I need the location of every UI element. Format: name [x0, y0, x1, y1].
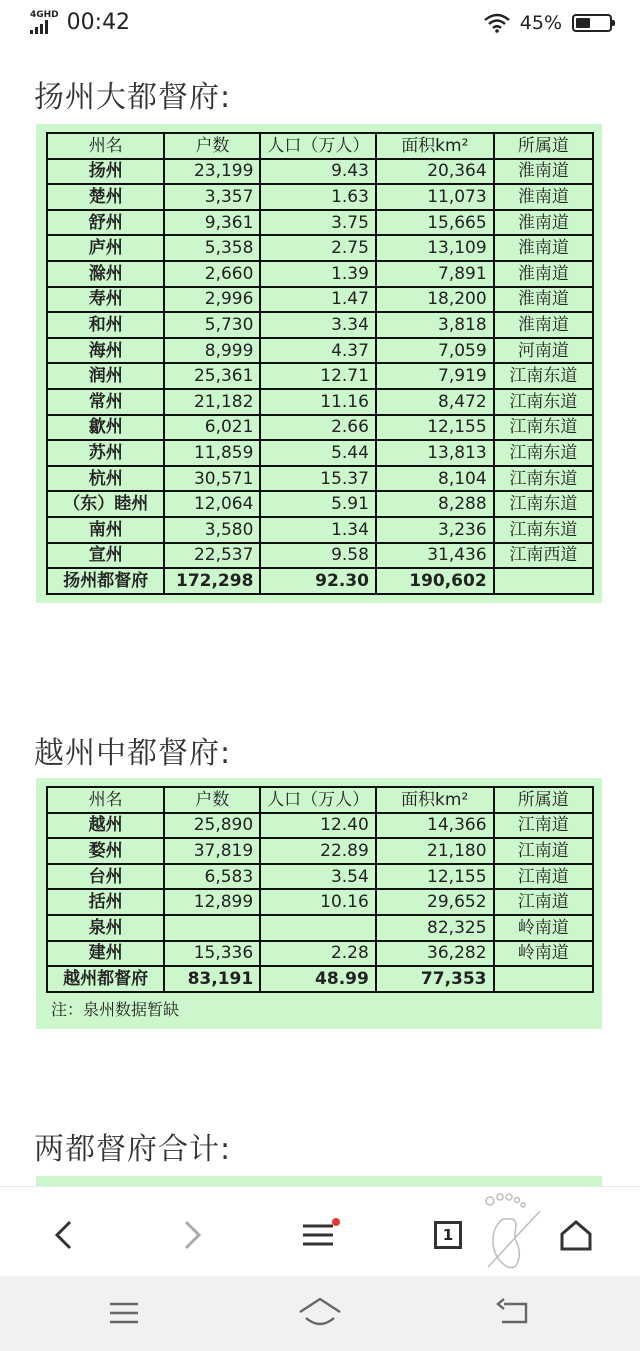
households-cell: 9,361 [164, 210, 260, 236]
column-header: 面积km² [376, 787, 494, 813]
table-row [47, 287, 593, 313]
circuit-cell: 淮南道 [494, 210, 593, 236]
circuit-cell: 岭南道 [494, 915, 593, 941]
circuit-cell: 江南道 [494, 838, 593, 864]
population-cell: 4.37 [260, 338, 376, 364]
population-cell: 11.16 [260, 389, 376, 415]
total-row [47, 966, 593, 992]
prefecture-cell: 扬州 [47, 159, 164, 185]
circuit-cell: 淮南道 [494, 159, 593, 185]
home-system-button[interactable] [296, 1294, 344, 1330]
table-row [47, 235, 593, 261]
table-yangzhou [36, 124, 602, 603]
circuit-cell: 淮南道 [494, 261, 593, 287]
table-row [47, 915, 593, 941]
back-system-button[interactable] [494, 1296, 534, 1330]
table-header-row [47, 787, 593, 813]
table-row [47, 941, 593, 967]
table-row [47, 210, 593, 236]
table-row [47, 813, 593, 839]
table-row [47, 543, 593, 569]
menu-icon [300, 1218, 340, 1252]
column-header: 所属道 [494, 133, 593, 159]
signal-icon [30, 11, 59, 34]
population-cell: 1.39 [260, 261, 376, 287]
area-cell: 29,652 [376, 889, 494, 915]
households-cell: 15,336 [164, 941, 260, 967]
table-row [47, 517, 593, 543]
note-row [47, 992, 593, 1021]
area-cell: 77,353 [376, 966, 494, 992]
households-cell: 5,730 [164, 312, 260, 338]
households-cell: 23,199 [164, 159, 260, 185]
households-cell: 6,021 [164, 415, 260, 441]
households-cell: 8,999 [164, 338, 260, 364]
prefecture-cell: 建州 [47, 941, 164, 967]
battery-percent: 45% [519, 12, 562, 34]
table-row [47, 312, 593, 338]
circuit-cell: 江南西道 [494, 543, 593, 569]
population-cell: 48.99 [260, 966, 376, 992]
households-cell: 11,859 [164, 440, 260, 466]
prefecture-cell: 南州 [47, 517, 164, 543]
total-row [47, 568, 593, 594]
circuit-cell: 岭南道 [494, 941, 593, 967]
area-cell: 7,891 [376, 261, 494, 287]
area-cell: 8,472 [376, 389, 494, 415]
table-row [47, 440, 593, 466]
population-cell: 3.75 [260, 210, 376, 236]
chevron-left-icon [52, 1219, 76, 1251]
households-cell: 25,361 [164, 363, 260, 389]
population-cell: 10.16 [260, 889, 376, 915]
population-cell: 12.40 [260, 813, 376, 839]
households-cell: 12,064 [164, 491, 260, 517]
area-cell: 12,155 [376, 864, 494, 890]
area-cell: 13,109 [376, 235, 494, 261]
prefecture-cell: （东）睦州 [47, 491, 164, 517]
battery-icon [572, 14, 612, 32]
chevron-right-icon [180, 1219, 204, 1251]
households-cell: 3,357 [164, 184, 260, 210]
table-row [47, 261, 593, 287]
section-heading-yuezhou: 越州中都督府: [34, 736, 232, 771]
footprint-watermark-icon [478, 1189, 548, 1273]
recent-apps-button[interactable] [104, 1298, 144, 1328]
circuit-cell: 淮南道 [494, 287, 593, 313]
prefecture-cell: 润州 [47, 363, 164, 389]
households-cell: 22,537 [164, 543, 260, 569]
households-cell: 172,298 [164, 568, 260, 594]
circuit-cell: 江南道 [494, 889, 593, 915]
system-navigation-bar [0, 1276, 640, 1351]
circuit-cell: 淮南道 [494, 184, 593, 210]
households-cell: 37,819 [164, 838, 260, 864]
table-yuezhou [36, 778, 602, 1029]
circuit-cell: 江南道 [494, 813, 593, 839]
table-row [47, 889, 593, 915]
column-header: 人口（万人） [260, 133, 376, 159]
households-cell: 83,191 [164, 966, 260, 992]
population-cell: 22.89 [260, 838, 376, 864]
table-note: 注：泉州数据暂缺 [51, 999, 180, 1019]
population-cell: 12.71 [260, 363, 376, 389]
area-cell: 8,104 [376, 466, 494, 492]
circuit-cell: 江南东道 [494, 440, 593, 466]
prefecture-cell: 舒州 [47, 210, 164, 236]
notification-dot [332, 1218, 340, 1226]
prefecture-cell: 和州 [47, 312, 164, 338]
prefecture-cell: 歙州 [47, 415, 164, 441]
area-cell: 15,665 [376, 210, 494, 236]
column-header: 户数 [164, 133, 260, 159]
table-row [47, 466, 593, 492]
households-cell: 6,583 [164, 864, 260, 890]
area-cell: 20,364 [376, 159, 494, 185]
circuit-cell: 江南东道 [494, 389, 593, 415]
forward-button[interactable] [164, 1207, 220, 1263]
prefecture-cell: 常州 [47, 389, 164, 415]
table-row [47, 838, 593, 864]
prefecture-cell: 寿州 [47, 287, 164, 313]
households-cell: 21,182 [164, 389, 260, 415]
table-row [47, 184, 593, 210]
prefecture-cell: 苏州 [47, 440, 164, 466]
area-cell: 36,282 [376, 941, 494, 967]
population-cell: 9.58 [260, 543, 376, 569]
table-row [47, 415, 593, 441]
table-row [47, 491, 593, 517]
table-header-row [47, 133, 593, 159]
households-cell: 12,899 [164, 889, 260, 915]
prefecture-cell: 括州 [47, 889, 164, 915]
circuit-cell: 江南东道 [494, 466, 593, 492]
population-cell: 3.34 [260, 312, 376, 338]
tabs-count: 1 [442, 1226, 454, 1244]
table-row [47, 363, 593, 389]
table-row [47, 338, 593, 364]
households-cell: 30,571 [164, 466, 260, 492]
table-row [47, 159, 593, 185]
home-icon [559, 1219, 593, 1251]
prefecture-cell: 海州 [47, 338, 164, 364]
back-arrow-icon [494, 1296, 534, 1330]
prefecture-cell: 婺州 [47, 838, 164, 864]
data-table [46, 132, 594, 595]
column-header: 州名 [47, 133, 164, 159]
area-cell: 3,818 [376, 312, 494, 338]
prefecture-cell: 庐州 [47, 235, 164, 261]
circuit-cell: 江南道 [494, 864, 593, 890]
households-cell: 5,358 [164, 235, 260, 261]
menu-lines-icon [104, 1298, 144, 1328]
area-cell: 82,325 [376, 915, 494, 941]
tabs-button[interactable] [420, 1207, 476, 1263]
households-cell: 2,996 [164, 287, 260, 313]
prefecture-cell: 越州都督府 [47, 966, 164, 992]
section-heading-total: 两都督府合计: [34, 1132, 232, 1167]
population-cell: 9.43 [260, 159, 376, 185]
home-button[interactable] [548, 1207, 604, 1263]
population-cell [260, 915, 376, 941]
circuit-cell: 淮南道 [494, 235, 593, 261]
prefecture-cell: 越州 [47, 813, 164, 839]
home-arc-icon [296, 1294, 344, 1330]
households-cell [164, 915, 260, 941]
prefecture-cell: 泉州 [47, 915, 164, 941]
table-row [47, 389, 593, 415]
population-cell: 1.47 [260, 287, 376, 313]
households-cell: 3,580 [164, 517, 260, 543]
population-cell: 15.37 [260, 466, 376, 492]
data-table [46, 786, 594, 1021]
prefecture-cell: 滁州 [47, 261, 164, 287]
column-header: 户数 [164, 787, 260, 813]
section-heading-yangzhou: 扬州大都督府: [34, 80, 232, 115]
column-header: 州名 [47, 787, 164, 813]
back-button[interactable] [36, 1207, 92, 1263]
population-cell: 3.54 [260, 864, 376, 890]
wifi-icon [484, 13, 510, 33]
households-cell: 2,660 [164, 261, 260, 287]
area-cell: 14,366 [376, 813, 494, 839]
tabs-icon [434, 1221, 462, 1249]
circuit-cell: 河南道 [494, 338, 593, 364]
area-cell: 13,813 [376, 440, 494, 466]
status-bar [0, 0, 640, 50]
prefecture-cell: 台州 [47, 864, 164, 890]
clock: 00:42 [66, 10, 131, 35]
prefecture-cell: 扬州都督府 [47, 568, 164, 594]
population-cell: 2.75 [260, 235, 376, 261]
prefecture-cell: 宣州 [47, 543, 164, 569]
circuit-cell: 江南东道 [494, 491, 593, 517]
population-cell: 1.34 [260, 517, 376, 543]
area-cell: 190,602 [376, 568, 494, 594]
browser-toolbar [0, 1186, 640, 1277]
population-cell: 1.63 [260, 184, 376, 210]
circuit-cell [494, 966, 593, 992]
population-cell: 2.66 [260, 415, 376, 441]
population-cell: 2.28 [260, 941, 376, 967]
population-cell: 5.44 [260, 440, 376, 466]
column-header: 人口（万人） [260, 787, 376, 813]
households-cell: 25,890 [164, 813, 260, 839]
circuit-cell [494, 568, 593, 594]
area-cell: 11,073 [376, 184, 494, 210]
area-cell: 7,919 [376, 363, 494, 389]
area-cell: 3,236 [376, 517, 494, 543]
circuit-cell: 江南东道 [494, 415, 593, 441]
circuit-cell: 淮南道 [494, 312, 593, 338]
column-header: 面积km² [376, 133, 494, 159]
circuit-cell: 江南东道 [494, 517, 593, 543]
area-cell: 21,180 [376, 838, 494, 864]
area-cell: 31,436 [376, 543, 494, 569]
prefecture-cell: 杭州 [47, 466, 164, 492]
area-cell: 18,200 [376, 287, 494, 313]
area-cell: 8,288 [376, 491, 494, 517]
area-cell: 12,155 [376, 415, 494, 441]
prefecture-cell: 楚州 [47, 184, 164, 210]
population-cell: 92.30 [260, 568, 376, 594]
column-header: 所属道 [494, 787, 593, 813]
population-cell: 5.91 [260, 491, 376, 517]
network-label: 4GHD [30, 10, 59, 20]
area-cell: 7,059 [376, 338, 494, 364]
menu-button[interactable] [292, 1207, 348, 1263]
table-row [47, 864, 593, 890]
circuit-cell: 江南东道 [494, 363, 593, 389]
